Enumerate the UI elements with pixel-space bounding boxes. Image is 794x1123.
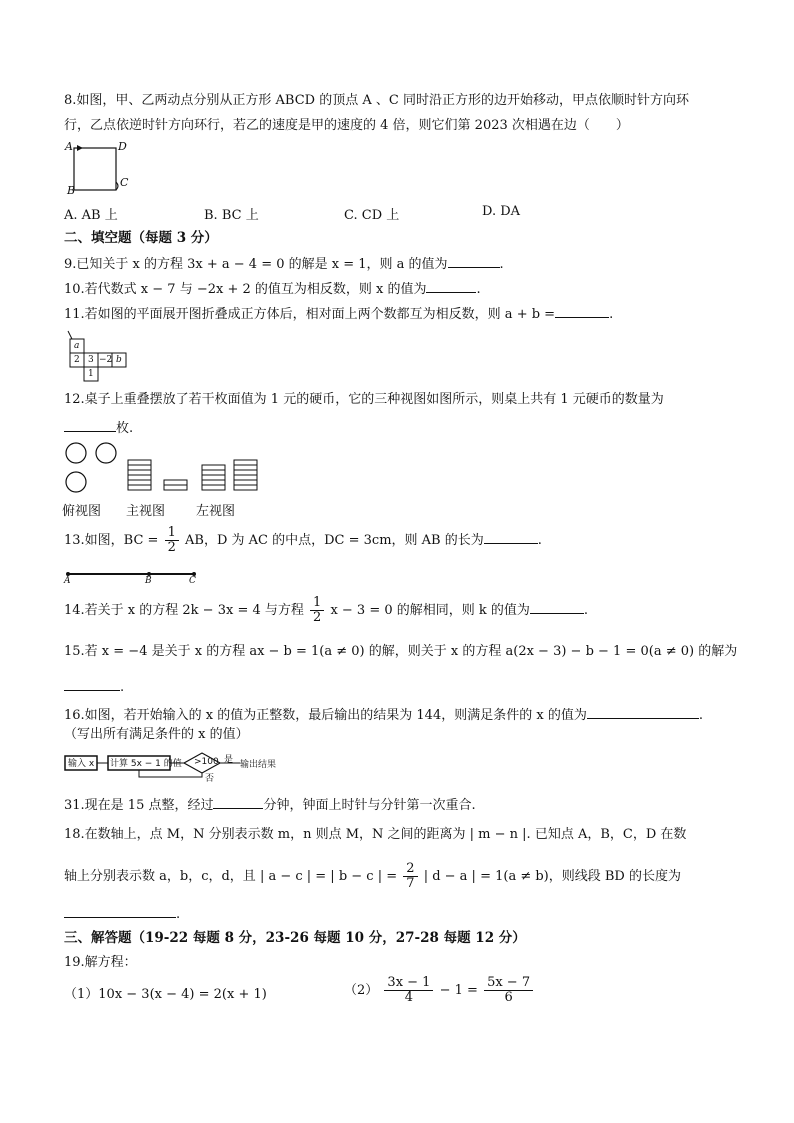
q18-line2 <box>64 862 681 892</box>
q17-post: 分钟，钟面上时针与分针第一次重合. <box>263 798 476 813</box>
q12-tail: 枚. <box>116 421 134 436</box>
q15-text: 15.若 x = −4 是关于 x 的方程 ax − b = 1(a ≠ 0) 的解，则关于 x 的方程 a(2x − 3) − b − 1 = 0(a ≠ 0) 的解为 <box>64 644 738 659</box>
q11-text: 11.若如图的平面展开图折叠成正方体后，相对面上两个数都互为相反数，则 a + b = . <box>64 303 613 324</box>
q19-frac2-num: 5x − 7 <box>484 976 533 991</box>
q19-part2 <box>344 976 535 1006</box>
q16-stem: 16.如图，若开始输入的 x 的值为正整数，最后输出的结果为 144，则满足条件的 x 的值为 <box>64 708 587 723</box>
q15-answer-line: . <box>64 676 124 697</box>
q18-frac-num: 2 <box>403 862 417 877</box>
q16-line2: （写出所有满足条件的 x 的值） <box>64 727 249 742</box>
q12-blank <box>64 417 116 432</box>
flow-condition-label: >100 <box>194 757 219 767</box>
q18-line1: 18.在数轴上，点 M，N 分别表示数 m，n 则点 M，N 之间的距离为 | m − n |. 已知点 A，B，C，D 在数 <box>64 827 687 842</box>
q16-line1: 16.如图，若开始输入的 x 的值为正整数，最后输出的结果为 144，则满足条件的 x 的值为 . <box>64 704 703 725</box>
q13-blank <box>484 529 538 544</box>
q17-pre: 31.现在是 15 点整，经过 <box>64 798 214 813</box>
q14-frac-num: 1 <box>310 596 324 611</box>
q9-text: 9.已知关于 x 的方程 3x + a − 4 = 0 的解是 x = 1，则 a 的值为 . <box>64 253 504 274</box>
q18-blank <box>64 903 176 918</box>
q13-post: AB，D 为 AC 的中点，DC = 3cm，则 AB 的长为 <box>185 533 484 548</box>
left-view-stacks <box>202 460 257 490</box>
q12-line1: 12.桌子上重叠摆放了若干枚面值为 1 元的硬币，它的三种视图如图所示，则桌上共有 1 元硬币的数量为 <box>64 392 664 407</box>
q11-stem: 11.若如图的平面展开图折叠成正方体后，相对面上两个数都互为相反数，则 a + b = <box>64 307 556 322</box>
q10-text: 10.若代数式 x − 7 与 −2x + 2 的值互为相反数，则 x 的值为 . <box>64 278 481 299</box>
q17-blank <box>213 794 263 809</box>
view-label-top: 俯视图 <box>62 504 102 519</box>
q19-title: 19.解方程： <box>64 955 137 970</box>
q14-frac-den: 2 <box>313 610 322 625</box>
point-b-label: B <box>145 576 152 586</box>
q9-stem: 9.已知关于 x 的方程 3x + a − 4 = 0 的解是 x = 1，则 a 的值为 <box>64 257 448 272</box>
q19-frac1-num: 3x − 1 <box>384 976 433 991</box>
flow-compute-label: 计算 5x − 1 的值 <box>110 759 182 769</box>
q12-line2 <box>64 417 133 438</box>
coin-views-figure <box>62 440 262 498</box>
q19-frac1-den: 4 <box>404 990 414 1005</box>
q19-frac2-den: 6 <box>504 990 513 1005</box>
net-cell-1: 1 <box>88 369 94 379</box>
flow-input-label: 输入 x <box>68 759 95 769</box>
q8-option-a: A. AB 上 <box>64 208 118 223</box>
vertex-a-label: A <box>65 140 73 153</box>
segment-figure <box>64 568 204 588</box>
q13-text: 13.如图，BC = $\frac{1}{2}$ AB，D 为 AC 的中点，DC = 3cm，则 AB 的长为 . <box>64 525 542 555</box>
q18-answer-line: . <box>64 903 180 924</box>
net-cell-3: 3 <box>88 355 94 365</box>
q14-text: 14.若关于 x 的方程 2k − 3x = 4 与方程 $\frac{1}{2}$ x − 3 = 0 的解相同，则 k 的值为 . <box>64 595 589 625</box>
q13-pre: 13.如图，BC = <box>64 533 159 548</box>
q19-part2-mid: − 1 = <box>439 983 478 998</box>
q8-option-c: C. CD 上 <box>344 208 400 223</box>
flowchart-figure <box>64 752 284 784</box>
q8-option-b: B. BC 上 <box>204 208 259 223</box>
front-view-stacks <box>128 460 187 490</box>
q18-frac-den: 7 <box>406 876 415 891</box>
q13-frac-num: 1 <box>165 526 179 541</box>
q14-pre: 14.若关于 x 的方程 2k − 3x = 4 与方程 <box>64 603 304 618</box>
view-label-left: 左视图 <box>196 504 236 519</box>
net-cell-neg2: −2 <box>99 355 113 365</box>
flow-no-label: 否 <box>205 774 215 784</box>
q8-square-figure <box>62 140 132 198</box>
q11-blank <box>555 303 609 318</box>
q8-line2: 行，乙点依逆时针方向环行，若乙的速度是甲的速度的 4 倍，则它们第 2023 次相遇在边（ ） <box>64 118 629 133</box>
coin-three-views <box>62 440 262 498</box>
q16-blank <box>587 704 699 719</box>
q18-fraction <box>403 862 417 891</box>
q19-fraction-2 <box>484 976 533 1005</box>
q9-blank <box>448 253 500 268</box>
flow-yes-label: 是 <box>224 755 234 765</box>
cube-net-figure <box>66 329 146 385</box>
top-view-coins <box>66 443 116 492</box>
point-c-label: C <box>189 576 196 586</box>
net-cell-a: a <box>74 341 80 351</box>
q15-blank <box>64 676 120 691</box>
q19-fraction-1 <box>384 976 433 1005</box>
vertex-d-label: D <box>118 140 127 153</box>
view-label-front: 主视图 <box>126 504 166 519</box>
q14-post: x − 3 = 0 的解相同，则 k 的值为 <box>330 603 530 618</box>
vertex-b-label: B <box>67 184 76 197</box>
point-a-label: A <box>64 576 71 586</box>
net-cell-2: 2 <box>74 355 80 365</box>
q14-blank <box>530 599 584 614</box>
flow-output-label: 输出结果 <box>240 760 277 770</box>
q19-part2-pre: （2） <box>344 983 379 998</box>
q13-fraction <box>165 526 179 555</box>
q8-line1: 8.如图，甲、乙两动点分别从正方形 ABCD 的顶点 A 、C 同时沿正方形的边开始移动，甲点依顺时针方向环 <box>64 93 689 108</box>
q8-option-d: D. DA <box>482 204 521 219</box>
q18-line2-pre: 轴上分别表示数 a，b，c，d，且 | a − c | = | b − c | = <box>64 869 398 884</box>
q10-blank <box>426 278 476 293</box>
section-3-heading: 三、解答题（19-22 每题 8 分，23-26 每题 10 分，27-28 每题 12 分） <box>64 930 526 946</box>
vertex-c-label: C <box>120 176 129 189</box>
segment-abc <box>64 568 204 582</box>
q10-stem: 10.若代数式 x − 7 与 −2x + 2 的值互为相反数，则 x 的值为 <box>64 282 427 297</box>
q19-part1: （1）10x − 3(x − 4) = 2(x + 1) <box>64 987 267 1002</box>
q17-text <box>64 794 476 815</box>
q18-line2-post: | d − a | = 1(a ≠ b)，则线段 BD 的长度为 <box>423 869 681 884</box>
net-cell-b: b <box>116 355 122 365</box>
section-2-heading: 二、填空题（每题 3 分） <box>64 230 218 246</box>
q14-fraction <box>310 596 324 625</box>
q13-frac-den: 2 <box>167 540 176 555</box>
